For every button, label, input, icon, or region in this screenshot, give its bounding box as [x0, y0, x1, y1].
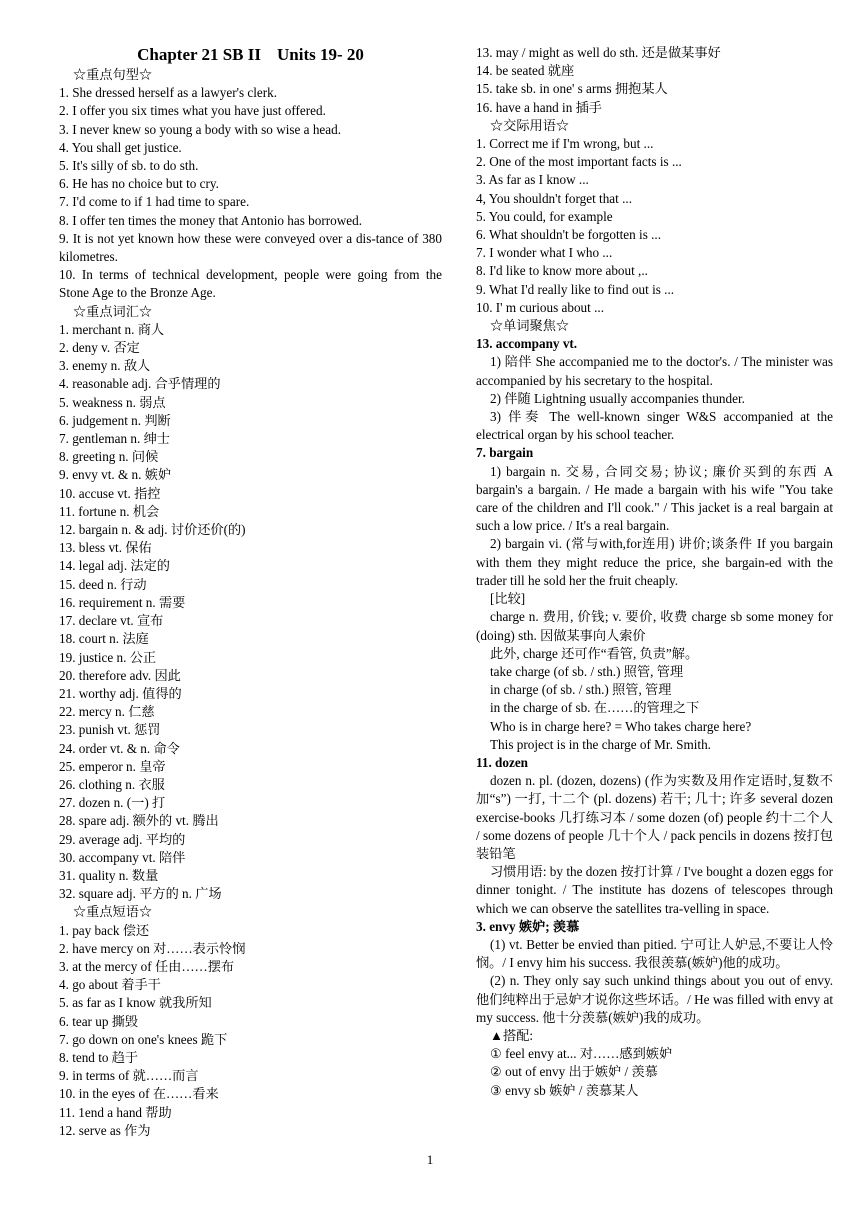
- vocab-item: 8. greeting n. 问候: [59, 449, 159, 465]
- vocab-item: 9. envy vt. & n. 嫉妒: [59, 467, 172, 483]
- vocab-item: 2. deny v. 否定: [59, 340, 140, 356]
- vocabulary-heading: ☆重点词汇☆: [73, 303, 153, 319]
- sentence-item: 8. I offer ten times the money that Antonio has borrowed.: [59, 212, 363, 228]
- phrase-list: [59, 922, 442, 1140]
- dozen-idiom: 习惯用语: by the dozen 按打计算 / I've bought a dozen eggs for dinner tonight. / The institute has dozens of telescopes through which we can observe the satellites tra-velling in space.: [476, 864, 833, 916]
- phrase-list-continued: [476, 44, 833, 117]
- vocab-item: 17. declare vt. 宣布: [59, 613, 164, 629]
- vocab-item: 18. court n. 法庭: [59, 631, 149, 647]
- sentence-item: 2. I offer you six times what you have just offered.: [59, 103, 326, 119]
- phrases-heading: ☆重点短语☆: [73, 904, 153, 920]
- phrase-item: 4. go about 着手干: [59, 977, 161, 993]
- vocab-item: 5. weakness n. 弱点: [59, 394, 166, 410]
- communication-item: 1. Correct me if I'm wrong, but ...: [476, 136, 654, 152]
- vocab-item: 20. therefore adv. 因此: [59, 667, 181, 683]
- envy-verb: (1) vt. Better be envied than pitied. 宁可让人妒忌,不要让人怜悯。/ I envy him his success. 我很羡慕(嫉妒)他的成功。: [476, 936, 833, 971]
- communication-item: 4, You shouldn't forget that ...: [476, 190, 632, 206]
- accompany-sense-1: 1) 陪伴 She accompanied me to the doctor's. / The minister was accompanied by his secretary to the hospital.: [476, 354, 833, 388]
- communication-item: 9. What I'd really like to find out is ...: [476, 281, 675, 297]
- vocab-item: 14. legal adj. 法定的: [59, 558, 170, 574]
- vocab-item: 16. requirement n. 需要: [59, 594, 186, 610]
- charge-usage-2: in charge (of sb. / sth.) 照管, 管理: [490, 682, 672, 698]
- communication-item: 10. I' m curious about ...: [476, 299, 605, 315]
- charge-note: 此外, charge 还可作“看管, 负责”解。: [490, 645, 699, 661]
- phrase-item: 12. serve as 作为: [59, 1122, 151, 1138]
- vocab-item: 21. worthy adj. 值得的: [59, 685, 182, 701]
- vocab-item: 12. bargain n. & adj. 讨价还价(的): [59, 522, 246, 538]
- accompany-heading: 13. accompany vt.: [476, 336, 578, 352]
- sentence-item: 10. In terms of technical development, people were going from the Stone Age to the Bronze Age.: [59, 267, 442, 301]
- communication-item: 7. I wonder what I who ...: [476, 245, 613, 261]
- vocab-item: 22. mercy n. 仁慈: [59, 704, 155, 720]
- page-number: 1: [426, 1152, 434, 1167]
- vocab-item: 4. reasonable adj. 合乎情理的: [59, 376, 221, 392]
- vocab-item: 31. quality n. 数量: [59, 867, 159, 883]
- phrase-item: 9. in terms of 就……而言: [59, 1068, 199, 1084]
- phrase-item: 3. at the mercy of 任由……摆布: [59, 958, 235, 974]
- vocab-item: 30. accompany vt. 陪伴: [59, 849, 186, 865]
- communication-item: 6. What shouldn't be forgotten is ...: [476, 227, 662, 243]
- accompany-sense-3: 3) 伴奏 The well-known singer W&S accompanied at the electrical organ by his school teacher.: [476, 409, 833, 443]
- communication-item: 8. I'd like to know more about ,..: [476, 263, 648, 279]
- vocab-item: 28. spare adj. 额外的 vt. 腾出: [59, 813, 219, 829]
- communication-list: [476, 135, 833, 317]
- phrase-item: 8. tend to 趋于: [59, 1049, 139, 1065]
- bargain-heading: 7. bargain: [476, 445, 534, 461]
- charge-usage-4: Who is in charge here? = Who takes charge here?: [490, 718, 752, 734]
- vocab-item: 13. bless vt. 保佑: [59, 540, 152, 556]
- vocab-item: 15. deed n. 行动: [59, 576, 147, 592]
- charge-usage-5: This project is in the charge of Mr. Smith.: [490, 736, 711, 752]
- vocab-item: 19. justice n. 公正: [59, 649, 157, 665]
- sentence-patterns-heading: ☆重点句型☆: [73, 67, 153, 82]
- word-focus-heading: ☆单词聚焦☆: [490, 318, 570, 334]
- sentence-item: 7. I'd come to if 1 had time to spare.: [59, 194, 250, 210]
- communication-item: 2. One of the most important facts is ...: [476, 154, 682, 170]
- vocab-item: 27. dozen n. (一) 打: [59, 795, 166, 811]
- vocab-item: 7. gentleman n. 绅士: [59, 431, 170, 447]
- sentence-list: [59, 84, 442, 302]
- collocation-3: ③ envy sb 嫉妒 / 羡慕某人: [490, 1082, 639, 1098]
- collocation-2: ② out of envy 出于嫉妒 / 羡慕: [490, 1064, 658, 1080]
- phrase-item: 10. in the eyes of 在……看来: [59, 1086, 219, 1102]
- vocab-item: 32. square adj. 平方的 n. 广场: [59, 886, 222, 902]
- phrase-item: 15. take sb. in one' s arms 拥抱某人: [476, 81, 668, 97]
- vocab-item: 24. order vt. & n. 命令: [59, 740, 180, 756]
- communication-heading: ☆交际用语☆: [490, 117, 570, 133]
- sentence-item: 9. It is not yet known how these were conveyed over a dis-tance of 380 kilometres.: [59, 230, 442, 265]
- sentence-item: 3. I never knew so young a body with so wise a head.: [59, 121, 342, 137]
- vocab-item: 23. punish vt. 惩罚: [59, 722, 161, 738]
- collocation-label: ▲搭配:: [490, 1027, 534, 1043]
- envy-heading: 3. envy 嫉妒; 羡慕: [476, 918, 580, 934]
- charge-usage-3: in the charge of sb. 在……的管理之下: [490, 700, 700, 716]
- phrase-item: 16. have a hand in 插手: [476, 99, 602, 115]
- units-title: Units 19- 20: [277, 45, 364, 64]
- charge-definition: charge n. 费用, 价钱; v. 要价, 收费 charge sb some money for (doing) sth. 因做某事向人索价: [476, 609, 833, 643]
- phrase-item: 7. go down on one's knees 跪下: [59, 1031, 228, 1047]
- vocab-item: 3. enemy n. 敌人: [59, 358, 151, 374]
- phrase-item: 14. be seated 就座: [476, 63, 575, 79]
- envy-noun: (2) n. They only say such unkind things about you out of envy. 他们纯粹出于忌妒才说你这些坏话。/ He was filled with envy at my success. 他十分羡慕(嫉妒)我的成功。: [476, 973, 833, 1025]
- chapter-title: Chapter 21 SB II: [137, 45, 261, 64]
- phrase-item: 1. pay back 偿还: [59, 922, 150, 938]
- sentence-item: 6. He has no choice but to cry.: [59, 176, 219, 192]
- vocab-item: 10. accuse vt. 指控: [59, 485, 161, 501]
- accompany-sense-2: 2) 伴随 Lightning usually accompanies thunder.: [490, 390, 745, 406]
- vocab-item: 1. merchant n. 商人: [59, 321, 165, 337]
- charge-usage-1: take charge (of sb. / sth.) 照管, 管理: [490, 663, 684, 679]
- vocabulary-list: [59, 321, 442, 904]
- sentence-item: 4. You shall get justice.: [59, 139, 182, 155]
- sentence-item: 5. It's silly of sb. to do sth.: [59, 158, 199, 174]
- phrase-item: 13. may / might as well do sth. 还是做某事好: [476, 45, 721, 60]
- communication-item: 3. As far as I know ...: [476, 172, 589, 188]
- sentence-item: 1. She dressed herself as a lawyer's clerk.: [59, 85, 278, 101]
- phrase-item: 5. as far as I know 就我所知: [59, 995, 212, 1011]
- phrase-item: 2. have mercy on 对……表示怜悯: [59, 940, 246, 956]
- bargain-sense-2: 2) bargain vi. (常与with,for连用) 讲价;谈条件 If you bargain with them they might reduce the price, she bargain-ed with the trader till he sold her the fruit cheaply.: [476, 536, 833, 588]
- phrase-item: 11. 1end a hand 帮助: [59, 1104, 172, 1120]
- vocab-item: 25. emperor n. 皇帝: [59, 758, 166, 774]
- bargain-sense-1: 1) bargain n. 交易, 合同交易; 协议; 廉价买到的东西 A bargain's a bargain. / He made a bargain with his wife "You take care of the children and I'll cook." / This jacket is a real bargain at such a low price. / It's a real bargain.: [476, 463, 833, 534]
- right-column: [476, 44, 833, 1100]
- dozen-definition: dozen n. pl. (dozen, dozens) (作为实数及用作定语时,复数不加“s”) 一打, 十二个 (pl. dozens) 若干; 几十; 许多 several dozen exercise-books 几打练习本 / some dozen (of) people 约十二个人 / some dozens of people 几十个人 / pack pencils in dozens 按打包装铅笔: [476, 773, 833, 861]
- compare-label: [比较]: [490, 591, 526, 607]
- vocab-item: 6. judgement n. 判断: [59, 412, 171, 428]
- collocation-1: ① feel envy at... 对……感到嫉妒: [490, 1046, 673, 1062]
- vocab-item: 29. average adj. 平均的: [59, 831, 186, 847]
- vocab-item: 26. clothing n. 衣服: [59, 776, 165, 792]
- phrase-item: 6. tear up 撕毁: [59, 1013, 139, 1029]
- communication-item: 5. You could, for example: [476, 208, 613, 224]
- dozen-heading: 11. dozen: [476, 754, 529, 770]
- left-column: [59, 44, 442, 1140]
- vocab-item: 11. fortune n. 机会: [59, 503, 160, 519]
